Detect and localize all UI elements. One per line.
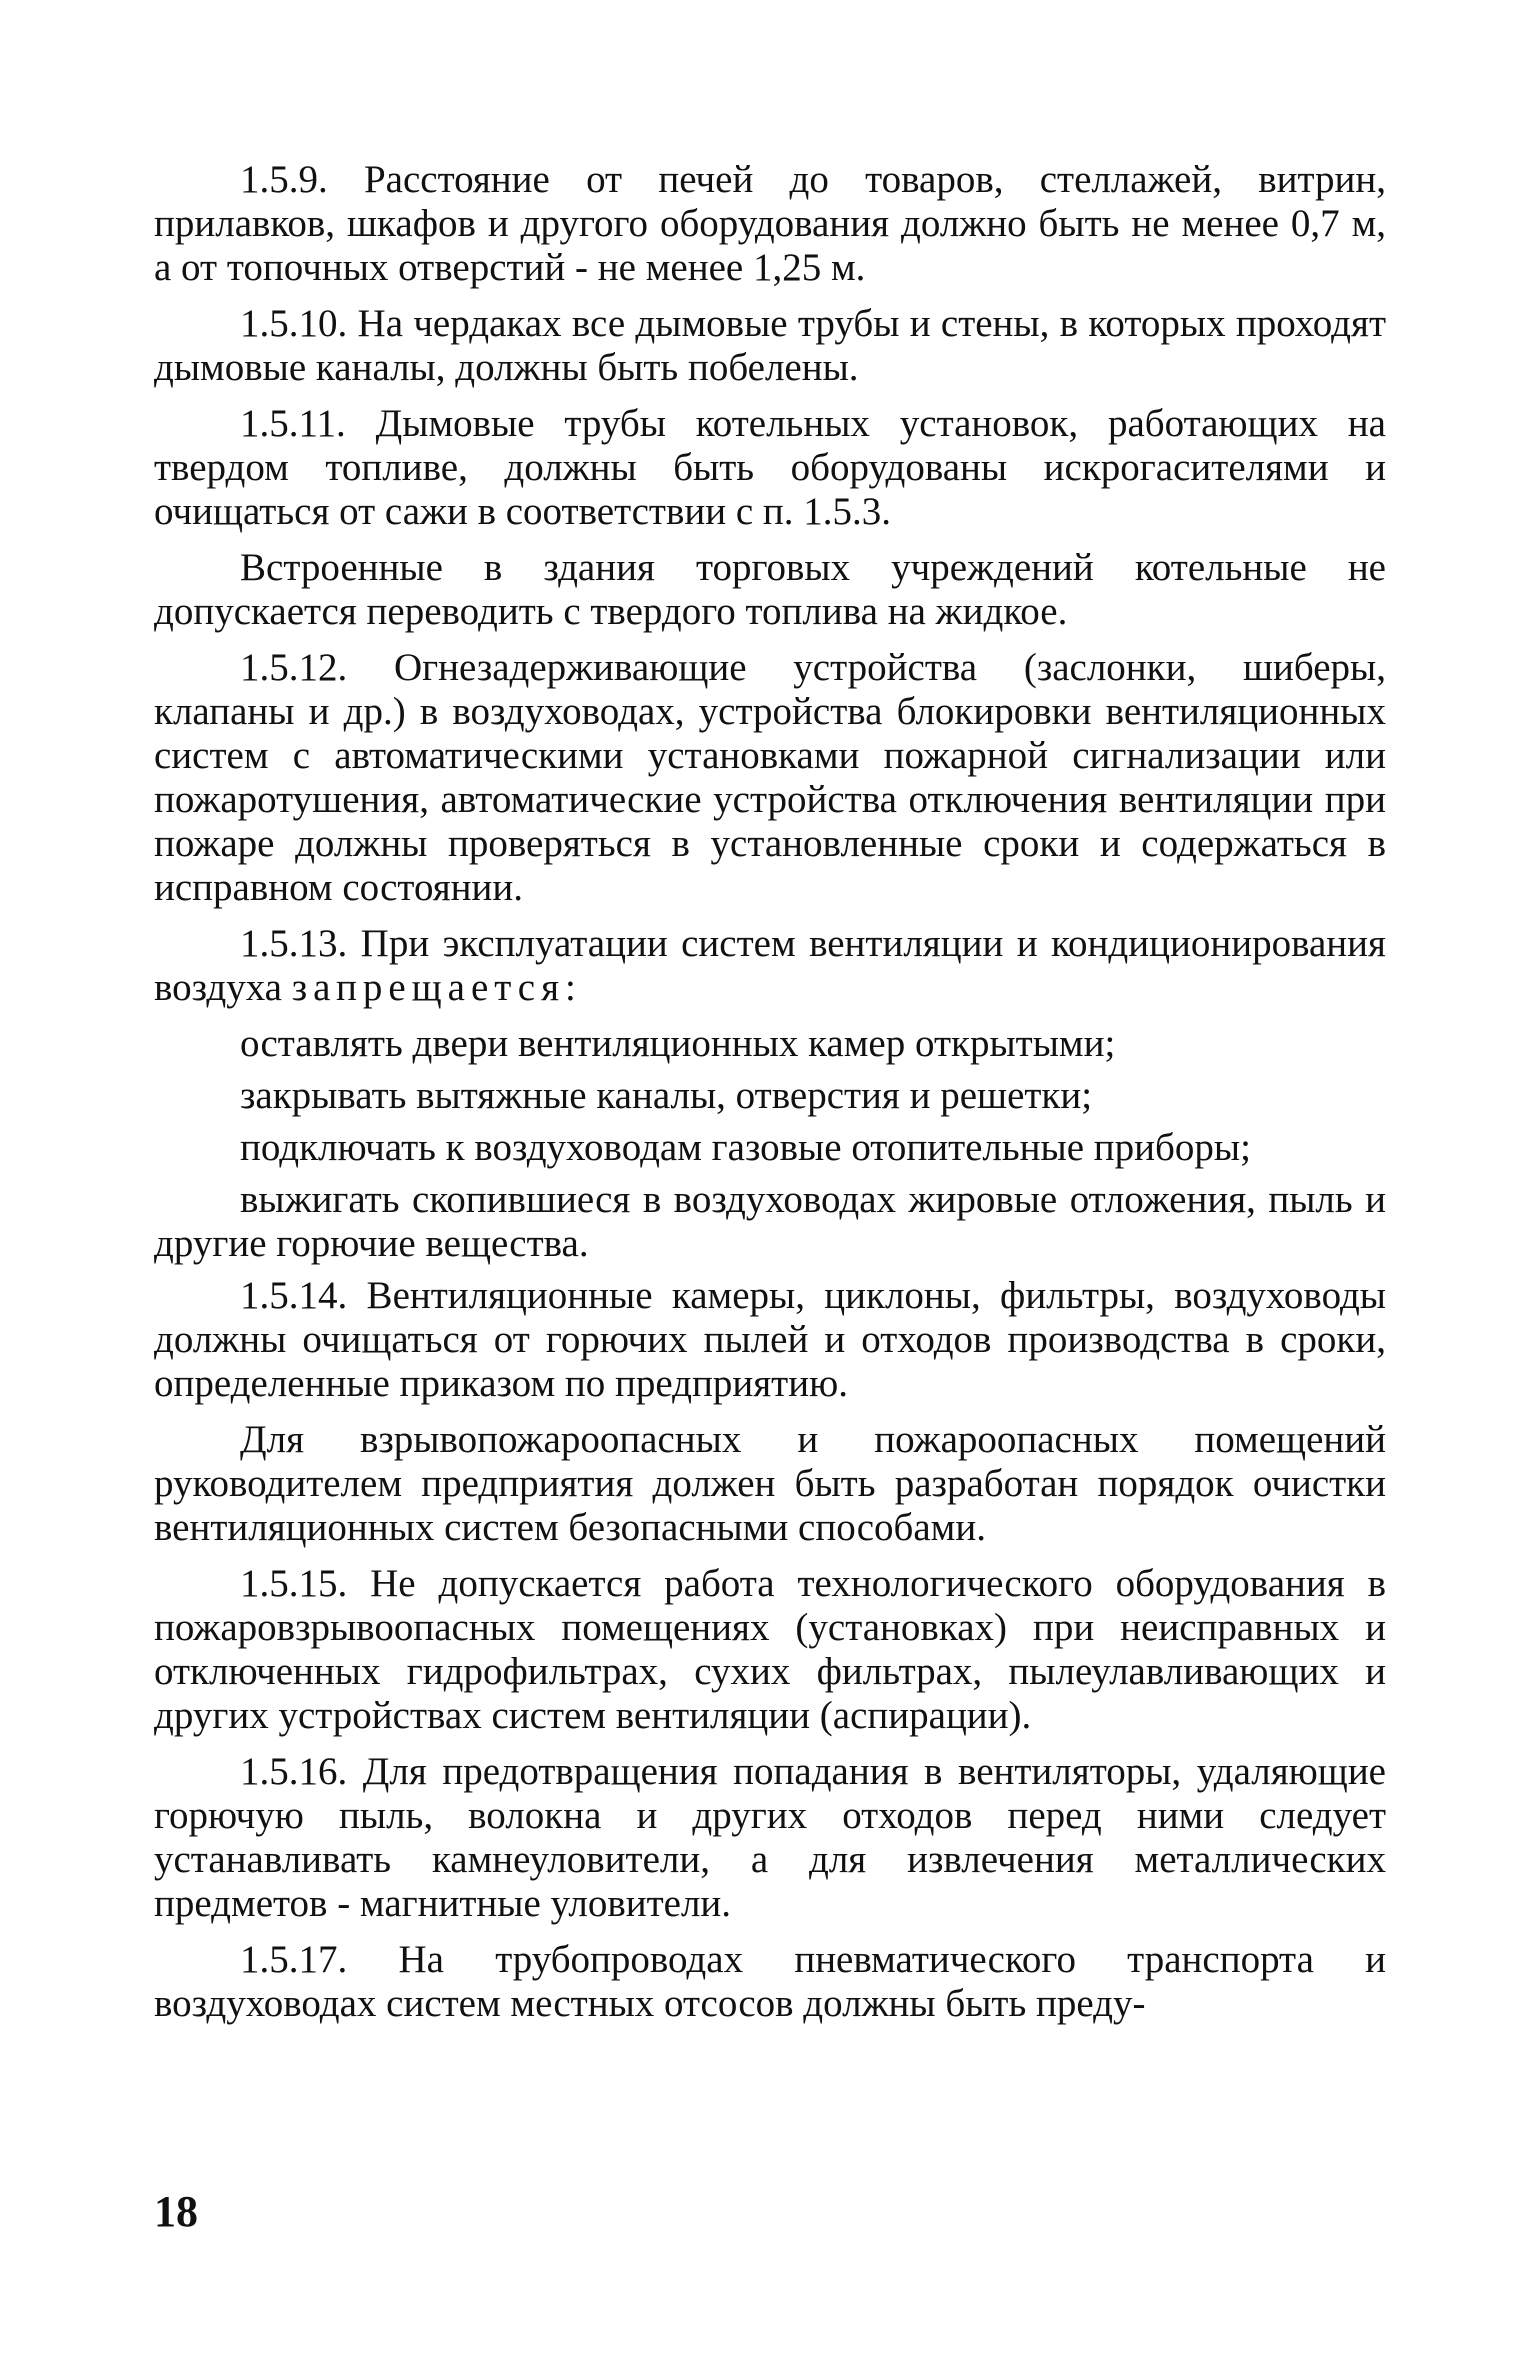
paragraph-1-5-14: 1.5.14. Вентиляционные камеры, циклоны, фильтры, воздуховоды должны очищаться от горючих пылей и отходов производства в сроки, определенные приказом по предприятию. bbox=[154, 1274, 1386, 1405]
page-number: 18 bbox=[154, 2187, 198, 2236]
prohibition-item: оставлять двери вентиляционных камер открытыми; bbox=[240, 1022, 1116, 1065]
paragraph-1-5-16: 1.5.16. Для предотвращения попадания в вентиляторы, удаляющие горючую пыль, волокна и других отходов перед ними следует устанавливать камнеуловители, а для извлечения металлических предметов - магнитные уловители. bbox=[154, 1750, 1386, 1925]
paragraph-1-5-13-lead: 1.5.13. При эксплуатации систем вентиляции и кондиционирования воздуха bbox=[154, 922, 1386, 1009]
paragraph-1-5-13 bbox=[154, 922, 1386, 1010]
paragraph-1-5-10: 1.5.10. На чердаках все дымовые трубы и стены, в которых проходят дымовые каналы, должны быть побелены. bbox=[154, 302, 1386, 389]
paragraph-1-5-14-continuation: Для взрывопожароопасных и пожароопасных помещений руководителем предприятия должен быть разработан порядок очистки вентиляционных систем безопасными способами. bbox=[154, 1418, 1386, 1549]
paragraph-1-5-9: 1.5.9. Расстояние от печей до товаров, стеллажей, витрин, прилавков, шкафов и другого оборудования должно быть не менее 0,7 м, а от топочных отверстий - не менее 1,25 м. bbox=[154, 158, 1386, 289]
paragraph-1-5-12: 1.5.12. Огнезадерживающие устройства (заслонки, шиберы, клапаны и др.) в воздуховодах, устройства блокировки вентиляционных систем с автоматическими установками пожарной сигнализации или пожаротушения, автоматические устройства отключения вентиляции при пожаре должны проверяться в установленные сроки и содержаться в исправном состоянии. bbox=[154, 646, 1386, 909]
document-page bbox=[154, 158, 1386, 2038]
prohibition-item: закрывать вытяжные каналы, отверстия и решетки; bbox=[240, 1074, 1093, 1117]
paragraph-1-5-15: 1.5.15. Не допускается работа технологического оборудования в пожаровзрывоопасных помещениях (установках) при неисправных и отключенных гидрофильтрах, сухих фильтрах, пылеулавливающих и других устройствах систем вентиляции (аспирации). bbox=[154, 1562, 1386, 1737]
paragraph-1-5-13-emphasis: запрещается: bbox=[291, 966, 582, 1009]
prohibition-item: подключать к воздуховодам газовые отопительные приборы; bbox=[240, 1126, 1251, 1169]
paragraph-1-5-11-continuation: Встроенные в здания торговых учреждений котельные не допускается переводить с твердого топлива на жидкое. bbox=[154, 546, 1386, 633]
paragraph-1-5-11: 1.5.11. Дымовые трубы котельных установок, работающих на твердом топливе, должны быть оборудованы искрогасителями и очищаться от сажи в соответствии с п. 1.5.3. bbox=[154, 402, 1386, 533]
prohibition-item: выжигать скопившиеся в воздуховодах жировые отложения, пыль и другие горючие вещества. bbox=[154, 1178, 1386, 1265]
paragraph-1-5-17: 1.5.17. На трубопроводах пневматического транспорта и воздуховодах систем местных отсосов должны быть преду- bbox=[154, 1938, 1386, 2025]
